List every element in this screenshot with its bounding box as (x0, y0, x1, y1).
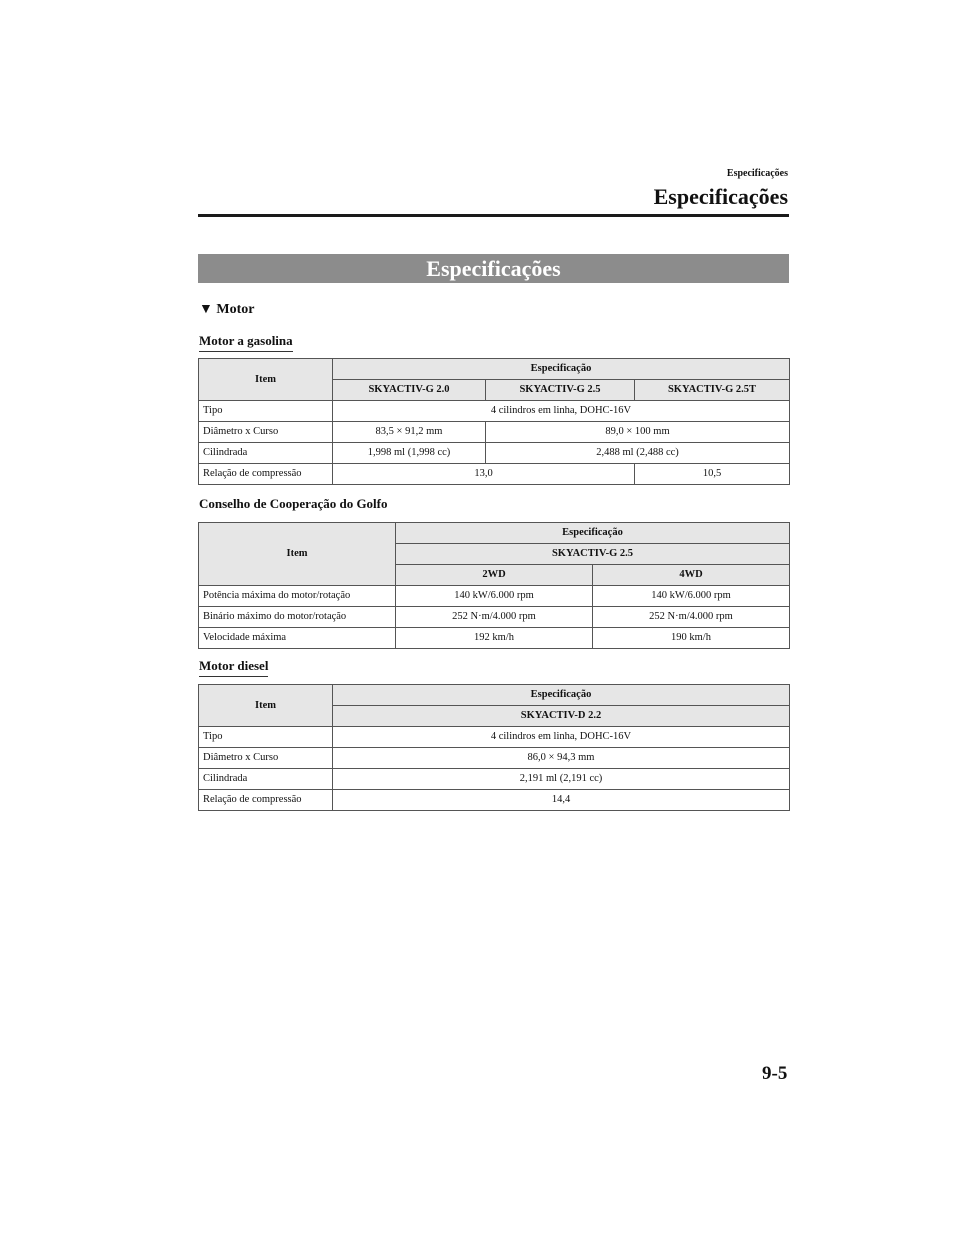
cell-value: 252 N·m/4.000 rpm (593, 607, 790, 628)
row-label: Relação de compressão (199, 790, 333, 811)
table-header-row (199, 685, 790, 706)
header-spec: Especificação (333, 359, 790, 380)
header-divider (198, 214, 789, 217)
cell-value: 2,488 ml (2,488 cc) (486, 443, 790, 464)
table-row (199, 727, 790, 748)
diesel-spec-table (198, 684, 790, 811)
table-row (199, 769, 790, 790)
header-model: SKYACTIV-D 2.2 (333, 706, 790, 727)
cell-value: 14,4 (333, 790, 790, 811)
header-model: SKYACTIV-G 2.5T (635, 380, 790, 401)
header-item: Item (199, 523, 396, 586)
header-drive: 2WD (396, 565, 593, 586)
header-spec: Especificação (396, 523, 790, 544)
cell-value: 140 kW/6.000 rpm (593, 586, 790, 607)
header-model: SKYACTIV-G 2.5 (396, 544, 790, 565)
cell-value: 2,191 ml (2,191 cc) (333, 769, 790, 790)
row-label: Relação de compressão (199, 464, 333, 485)
table-header-row (199, 523, 790, 544)
cell-value: 89,0 × 100 mm (486, 422, 790, 443)
subheading-diesel: Motor diesel (199, 658, 268, 677)
chapter-header-small: Especificações (726, 168, 788, 179)
cell-value: 10,5 (635, 464, 790, 485)
cell-value: 190 km/h (593, 628, 790, 649)
cell-value: 192 km/h (396, 628, 593, 649)
section-heading-motor (199, 302, 254, 318)
header-drive: 4WD (593, 565, 790, 586)
subheading-gulf: Conselho de Cooperação do Golfo (199, 496, 388, 511)
row-label: Diâmetro x Curso (199, 748, 333, 769)
cell-value: 13,0 (333, 464, 635, 485)
gasoline-spec-table (198, 358, 790, 485)
section-banner: Especificações (198, 254, 789, 283)
table-row (199, 607, 790, 628)
header-item: Item (199, 685, 333, 727)
cell-value: 252 N·m/4.000 rpm (396, 607, 593, 628)
header-model: SKYACTIV-G 2.5 (486, 380, 635, 401)
table-row (199, 748, 790, 769)
cell-value: 4 cilindros em linha, DOHC-16V (333, 727, 790, 748)
table-row (199, 464, 790, 485)
row-label: Cilindrada (199, 769, 333, 790)
table-row (199, 401, 790, 422)
table-row (199, 443, 790, 464)
table-header-row (199, 359, 790, 380)
header-item: Item (199, 359, 333, 401)
gulf-spec-table (198, 522, 790, 649)
cell-value: 140 kW/6.000 rpm (396, 586, 593, 607)
header-model: SKYACTIV-G 2.0 (333, 380, 486, 401)
header-spec: Especificação (333, 685, 790, 706)
cell-value: 83,5 × 91,2 mm (333, 422, 486, 443)
cell-value: 86,0 × 94,3 mm (333, 748, 790, 769)
triangle-marker-icon: ▼ (199, 302, 213, 317)
row-label: Potência máxima do motor/rotação (199, 586, 396, 607)
table-row (199, 422, 790, 443)
subheading-gasoline: Motor a gasolina (199, 333, 293, 352)
cell-value: 4 cilindros em linha, DOHC-16V (333, 401, 790, 422)
page-number: 9-5 (762, 1063, 788, 1084)
cell-value: 1,998 ml (1,998 cc) (333, 443, 486, 464)
table-row (199, 628, 790, 649)
table-row (199, 790, 790, 811)
section-heading-label: Motor (216, 302, 255, 317)
row-label: Diâmetro x Curso (199, 422, 333, 443)
row-label: Tipo (199, 727, 333, 748)
row-label: Velocidade máxima (199, 628, 396, 649)
row-label: Tipo (199, 401, 333, 422)
row-label: Cilindrada (199, 443, 333, 464)
chapter-header-title: Especificações (653, 184, 788, 209)
row-label: Binário máximo do motor/rotação (199, 607, 396, 628)
table-row (199, 586, 790, 607)
